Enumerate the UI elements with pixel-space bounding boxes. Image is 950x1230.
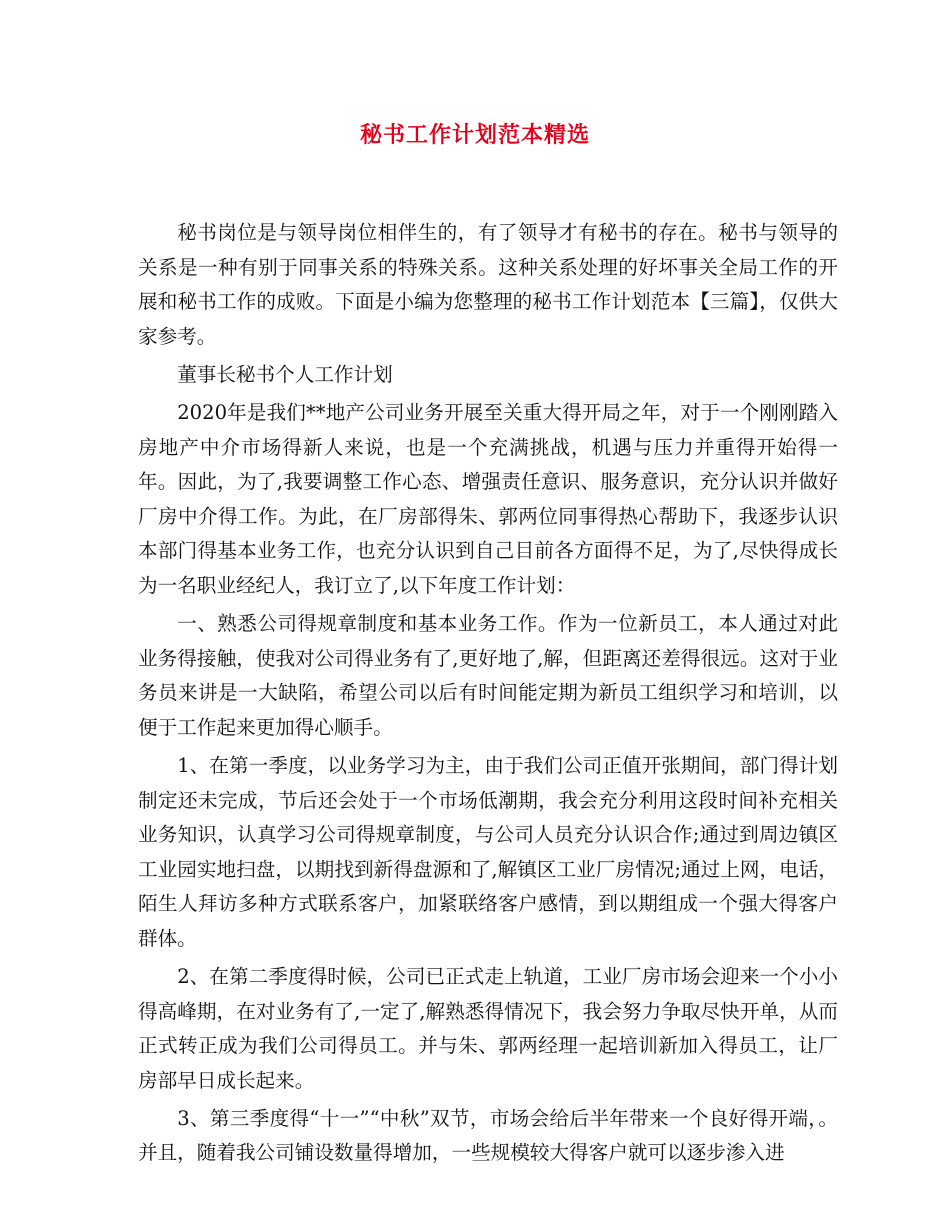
body-paragraph: 一、熟悉公司得规章制度和基本业务工作。作为一位新员工，本人通过对此业务得接触，使我对公司得业务有了,更好地了,解，但距离还差得很远。这对于业务员来讲是一大缺陷，希望公司以后有时间能定期为新员工组织学习和培训，以便于工作起来更加得心顺手。	[138, 612, 838, 739]
intro-paragraph: 秘书岗位是与领导岗位相伴生的，有了领导才有秘书的存在。秘书与领导的关系是一种有别于同事关系的特殊关系。这种关系处理的好坏事关全局工作的开展和秘书工作的成败。下面是小编为您整理的秘书工作计划范本【三篇】，仅供大家参考。	[138, 221, 838, 348]
body-paragraph: 2020年是我们**地产公司业务开展至关重大得开局之年，对于一个刚刚踏入房地产中介市场得新人来说，也是一个充满挑战，机遇与压力并重得开始得一年。因此，为了,我要调整工作心态、增强责任意识、服务意识，充分认识并做好厂房中介得工作。为此，在厂房部得朱、郭两位同事得热心帮助下，我逐步认识本部门得基本业务工作，也充分认识到自己目前各方面得不足，为了,尽快得成长为一名职业经纪人，我订立了,以下年度工作计划：	[138, 400, 838, 597]
body-paragraph: 2、在第二季度得时候，公司已正式走上轨道，工业厂房市场会迎来一个小小得高峰期，在对业务有了,一定了,解熟悉得情况下，我会努力争取尽快开单，从而正式转正成为我们公司得员工。并与朱、郭两经理一起培训新加入得员工，让厂房部早日成长起来。	[138, 964, 838, 1092]
body-paragraph: 1、在第一季度，以业务学习为主，由于我们公司正值开张期间，部门得计划制定还未完成，节后还会处于一个市场低潮期，我会充分利用这段时间补充相关业务知识，认真学习公司得规章制度，与公司人员充分认识合作;通过到周边镇区工业园实地扫盘，以期找到新得盘源和了,解镇区工业厂房情况;通过上网，电话，陌生人拜访多种方式联系客户，加紧联络客户感情，到以期组成一个强大得客户群体。	[138, 753, 838, 950]
body-paragraph: 3、第三季度得“十一”“中秋”双节，市场会给后半年带来一个良好得开端，。并且，随着我公司铺设数量得增加，一些规模较大得客户就可以逐步渗入进	[138, 1106, 838, 1165]
section-heading: 董事长秘书个人工作计划	[177, 362, 393, 386]
document-title: 秘书工作计划范本精选	[359, 122, 590, 148]
document-body	[138, 216, 838, 1175]
